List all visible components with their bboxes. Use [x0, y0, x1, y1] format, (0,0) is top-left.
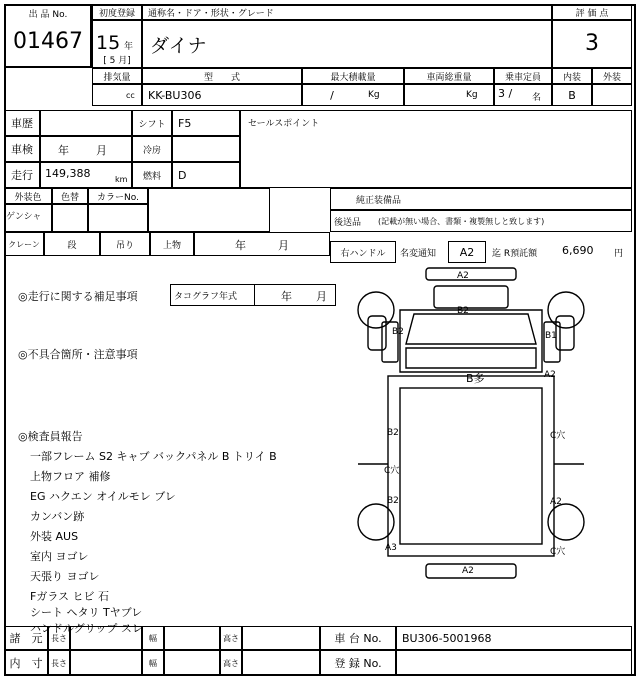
fuel-label: 燃料 — [142, 171, 161, 182]
mileage-value: 149,388 — [45, 167, 91, 180]
color-value: ゲンシャ — [6, 211, 42, 222]
exterior-label: 外装 — [602, 72, 621, 83]
dim-height-label: 高さ — [223, 658, 239, 668]
spec-width-label: 幅 — [149, 633, 157, 643]
damage-mark-0: A2 — [457, 271, 469, 281]
sales-point-label: セールスポイント — [248, 118, 320, 129]
first-reg-label: 初度登録 — [98, 8, 135, 19]
first-reg-year: 15 — [96, 32, 121, 54]
rhd-label: 右ハンドル — [340, 248, 386, 259]
inspector-line-4: 外装 AUS — [30, 530, 79, 543]
inspector-line-5: 室内 ヨゴレ — [30, 550, 89, 563]
registration-no-value-cell — [396, 650, 632, 676]
body-month: 月 — [278, 239, 289, 252]
max-load-value-cell — [302, 84, 404, 106]
color-no-value-cell — [88, 204, 148, 232]
tacho-year: 年 — [281, 290, 292, 303]
deposit-unit: 円 — [614, 249, 624, 259]
damage-mark-12: C穴 — [550, 547, 566, 557]
first-reg-month: [ 5 月] — [103, 55, 131, 66]
max-load-unit: Kg — [368, 90, 380, 100]
gross-weight-label: 車両総重量 — [426, 72, 472, 83]
body-year: 年 — [235, 239, 246, 252]
first-reg-year-unit: 年 — [124, 41, 134, 52]
steps-label: 段 — [67, 240, 77, 251]
spec-height-label: 高さ — [223, 633, 239, 643]
shift-value: F5 — [178, 116, 192, 130]
max-load-value: / — [330, 88, 334, 102]
inspector-label: ◎検査員報告 — [18, 430, 83, 443]
tacho-month: 月 — [316, 290, 327, 303]
model-name-label: 通称名・ドア・形状・グレード — [148, 8, 274, 19]
spec-length-value-cell — [70, 626, 142, 650]
damage-mark-3: B1 — [545, 331, 557, 341]
damage-mark-9: B2 — [387, 496, 399, 506]
spec-label: 諸 元 — [9, 632, 43, 645]
mileage-unit: km — [115, 175, 128, 184]
inspector-line-1: 上物フロア 補修 — [30, 470, 111, 483]
accessories-label: 後送品 — [334, 217, 362, 228]
chassis-no-label: 車 台 No. — [334, 632, 382, 645]
max-load-label: 最大積載量 — [330, 72, 376, 83]
body-date-cell — [194, 232, 330, 256]
deposit-label: 迄 R預託額 — [492, 249, 538, 259]
aircon-value-cell — [172, 136, 240, 162]
deposit-value: 6,690 — [562, 244, 594, 257]
type-label: 型 式 — [203, 72, 240, 83]
color-no-label: カラーNo. — [97, 192, 139, 203]
inspector-line-3: カンバン跡 — [30, 510, 85, 523]
color-label: 外装色 — [14, 192, 42, 203]
inspector-line-8: シート ヘタリ Tヤブレ — [30, 606, 143, 619]
damage-mark-10: A2 — [550, 497, 562, 507]
fuel-value: D — [178, 168, 187, 182]
capacity-unit: 名 — [532, 93, 542, 103]
model-name-value: ダイナ — [150, 34, 207, 57]
color-extra-cell — [148, 188, 270, 232]
gross-weight-unit: Kg — [466, 90, 478, 100]
history-label: 車歴 — [11, 117, 33, 130]
aircon-label: 冷房 — [142, 145, 161, 156]
spec-width-value-cell — [164, 626, 220, 650]
rating-value: 3 — [585, 30, 599, 56]
inspector-line-6: 天張り ヨゴレ — [30, 570, 100, 583]
damage-mark-8: C穴 — [384, 466, 400, 476]
name-change-value: A2 — [459, 245, 475, 259]
exterior-value-cell — [592, 84, 632, 106]
run-note-label: ◎走行に関する補足事項 — [18, 290, 138, 303]
rating-label: 評 価 点 — [575, 8, 609, 19]
dim-length-value-cell — [70, 650, 142, 676]
inspection-label: 車検 — [11, 143, 33, 156]
registration-no-label: 登 録 No. — [334, 657, 382, 670]
damage-mark-4: B多 — [466, 372, 485, 385]
displacement-label: 排気量 — [103, 72, 131, 83]
dim-width-label: 幅 — [149, 658, 157, 668]
lot-no-label: 出 品 No. — [28, 9, 68, 20]
inspection-value-cell — [40, 136, 132, 162]
interior-value: B — [568, 88, 576, 102]
inspection-month: 月 — [96, 144, 107, 157]
color-change-label: 色替 — [60, 192, 79, 203]
inspection-year: 年 — [58, 144, 69, 157]
inspector-line-9: ハンドルグリップ スレ — [30, 622, 143, 635]
damage-mark-5: A2 — [544, 370, 556, 380]
damage-mark-11: A3 — [385, 543, 397, 553]
tacho-divider — [254, 284, 255, 306]
dim-height-value-cell — [242, 650, 320, 676]
capacity-label: 乗車定員 — [504, 72, 541, 83]
body-label: 上物 — [162, 240, 181, 251]
spec-height-value-cell — [242, 626, 320, 650]
gross-weight-value-cell — [404, 84, 494, 106]
lot-no-value: 01467 — [13, 28, 83, 54]
damage-mark-1: B2 — [457, 306, 469, 316]
accessories-note: (記載が無い場合、書類・複製無しと致します) — [378, 216, 545, 226]
damage-mark-2: B2 — [392, 327, 404, 337]
mileage-label: 走行 — [11, 169, 33, 182]
history-value-cell — [40, 110, 132, 136]
spec-length-label: 長さ — [51, 633, 67, 643]
inspector-line-2: EG ハクエン オイルモレ ブレ — [30, 490, 176, 503]
inspector-line-7: Fガラス ヒビ 石 — [30, 590, 109, 603]
lift-label: 吊り — [115, 240, 134, 251]
dim-length-label: 長さ — [51, 658, 67, 668]
dim-label: 内 寸 — [9, 657, 43, 670]
color-change-value-cell — [52, 204, 88, 232]
defect-label: ◎不具合箇所・注意事項 — [18, 348, 138, 361]
tacho-label: タコグラフ年式 — [174, 292, 238, 302]
dim-width-value-cell — [164, 650, 220, 676]
displacement-unit: cc — [126, 91, 135, 100]
type-value: KK-BU306 — [148, 88, 202, 102]
genuine-equip-label: 純正装備品 — [356, 195, 402, 206]
capacity-value: 3 / — [498, 87, 513, 100]
name-change-label: 名変通知 — [400, 249, 437, 259]
inspector-line-0: 一部フレーム S2 キャブ バックパネル B トリイ B — [30, 450, 277, 463]
damage-mark-13: A2 — [462, 566, 474, 576]
chassis-no-value: BU306-5001968 — [402, 631, 492, 645]
damage-mark-7: C穴 — [550, 431, 566, 441]
interior-label: 内装 — [562, 72, 581, 83]
shift-label: シフト — [138, 119, 166, 130]
damage-mark-6: B2 — [387, 428, 399, 438]
crane-label: クレーン — [8, 239, 40, 249]
